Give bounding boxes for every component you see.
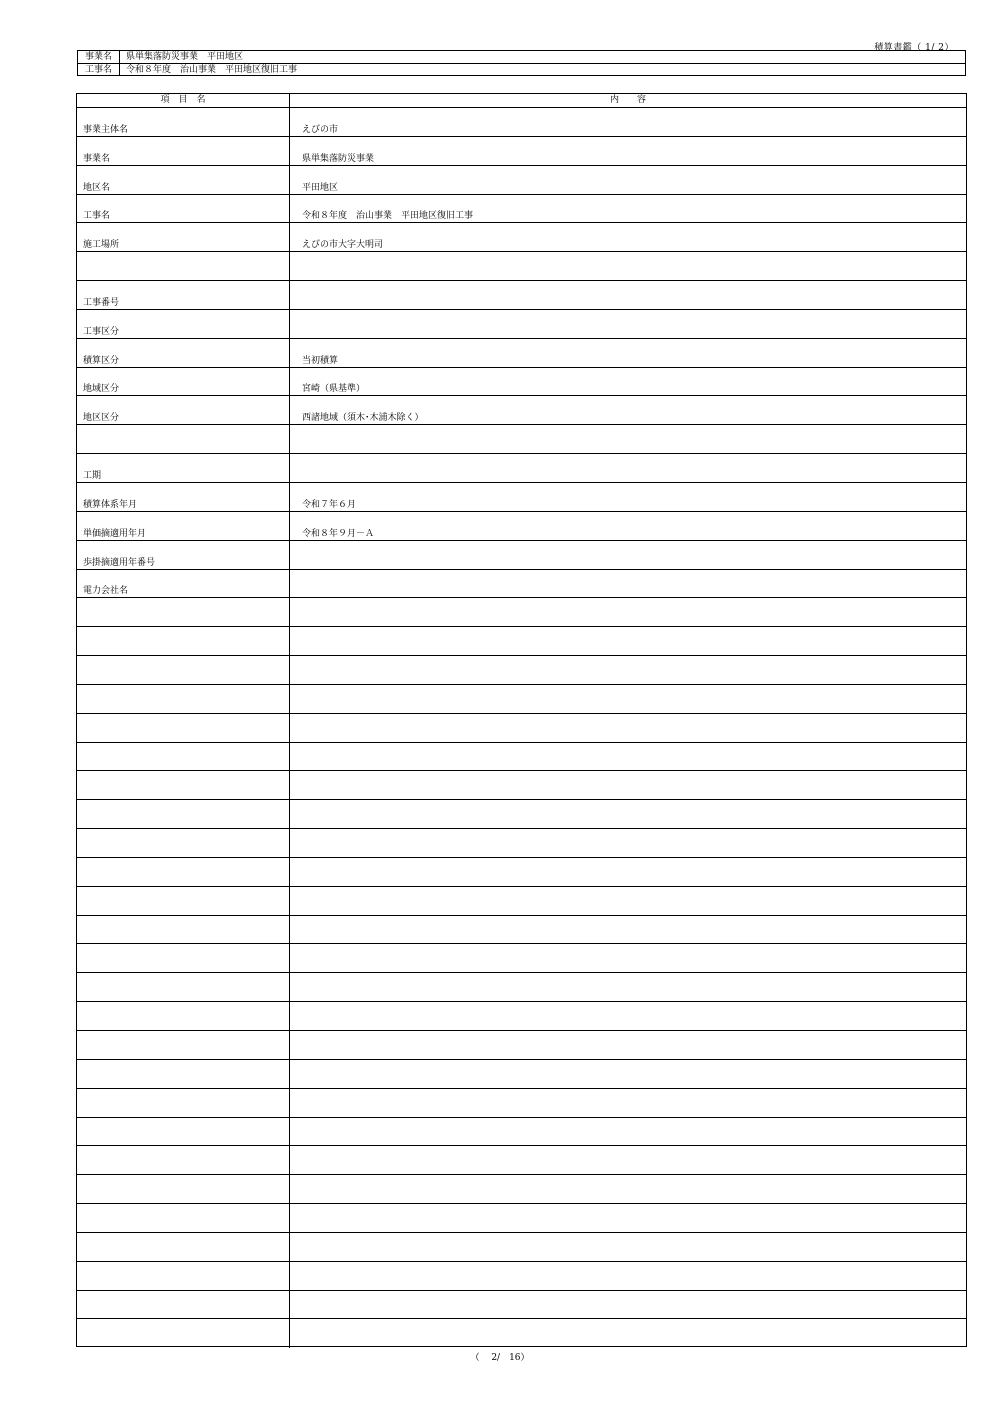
- table-row: [77, 829, 966, 858]
- row-label-cell: [77, 800, 290, 828]
- table-row: [77, 454, 966, 483]
- row-label-cell: [77, 743, 290, 771]
- row-label-cell: [77, 656, 290, 684]
- row-value-cell: [290, 454, 966, 482]
- page-marker-current: 1/: [925, 43, 935, 53]
- row-label: 施工場所: [83, 240, 120, 251]
- row-value-cell: [290, 223, 966, 251]
- table-row: [77, 310, 966, 339]
- row-value-cell: [290, 137, 966, 165]
- header-row-project: [78, 51, 965, 63]
- row-value-cell: [290, 281, 966, 309]
- row-label-cell: [77, 1060, 290, 1088]
- row-label-cell: [77, 108, 290, 136]
- table-row: [77, 1146, 966, 1175]
- table-body: [77, 108, 966, 1348]
- row-value: 令和８年９月－Ａ: [302, 528, 375, 539]
- table-row: [77, 1319, 966, 1348]
- table-row: [77, 1060, 966, 1089]
- row-label-cell: [77, 1262, 290, 1290]
- row-label-cell: [77, 252, 290, 280]
- table-row: [77, 1204, 966, 1233]
- row-value-cell: [290, 1233, 966, 1261]
- row-value-cell: [290, 195, 966, 223]
- row-label-cell: [77, 310, 290, 338]
- table-row: [77, 1233, 966, 1262]
- row-label-cell: [77, 1002, 290, 1030]
- row-value-cell: [290, 829, 966, 857]
- row-value-cell: [290, 858, 966, 886]
- row-label: 積算体系年月: [83, 499, 138, 510]
- row-label: 工事番号: [83, 297, 120, 308]
- row-value-cell: [290, 598, 966, 626]
- row-value-cell: [290, 1002, 966, 1030]
- row-label-cell: [77, 166, 290, 194]
- row-value-cell: [290, 800, 966, 828]
- row-label-cell: [77, 368, 290, 396]
- row-value-cell: [290, 541, 966, 569]
- row-value: 令和７年６月: [302, 499, 357, 510]
- row-label-cell: [77, 1146, 290, 1174]
- row-value-cell: [290, 627, 966, 655]
- table-row: [77, 714, 966, 743]
- row-value-cell: [290, 1118, 966, 1146]
- table-row: [77, 396, 966, 425]
- header-row-work: [78, 63, 965, 76]
- row-value: 西諸地域（須木･木浦木除く）: [302, 413, 424, 424]
- table-row: [77, 483, 966, 512]
- column-header-item: 項 目 名: [77, 94, 290, 107]
- row-label-cell: [77, 598, 290, 626]
- row-label-cell: [77, 1233, 290, 1261]
- row-value-cell: [290, 570, 966, 598]
- table-row: [77, 627, 966, 656]
- row-value-cell: [290, 656, 966, 684]
- table-row: [77, 800, 966, 829]
- row-label-cell: [77, 454, 290, 482]
- row-label-cell: [77, 1031, 290, 1059]
- row-label: 工事区分: [83, 326, 120, 337]
- table-row: [77, 1002, 966, 1031]
- page-marker-label: 積算書鑑（: [874, 43, 922, 53]
- row-label: 事業名: [83, 153, 111, 164]
- row-label-cell: [77, 570, 290, 598]
- row-label-cell: [77, 944, 290, 972]
- row-label-cell: [77, 483, 290, 511]
- row-label: 単価摘適用年月: [83, 528, 147, 539]
- row-label: 地区名: [83, 182, 111, 193]
- row-value-cell: [290, 1204, 966, 1232]
- page-footer: （ 2/ 16）: [470, 1353, 530, 1363]
- row-label-cell: [77, 973, 290, 1001]
- row-label-cell: [77, 1319, 290, 1348]
- row-label: 歩掛摘適用年番号: [83, 557, 156, 568]
- row-value: 平田地区: [302, 182, 339, 193]
- row-value-cell: [290, 1319, 966, 1348]
- row-value-cell: [290, 1089, 966, 1117]
- table-row: [77, 541, 966, 570]
- row-label-cell: [77, 1118, 290, 1146]
- table-row: [77, 973, 966, 1002]
- row-value-cell: [290, 944, 966, 972]
- estimate-table: [76, 93, 967, 1347]
- row-value-cell: [290, 108, 966, 136]
- table-row: [77, 512, 966, 541]
- header-value: 令和８年度 治山事業 平田地区復旧工事: [126, 65, 298, 75]
- table-row: [77, 944, 966, 973]
- row-label: 地区区分: [83, 413, 120, 424]
- row-value-cell: [290, 1146, 966, 1174]
- row-value-cell: [290, 771, 966, 799]
- table-row: [77, 743, 966, 772]
- table-row: [77, 252, 966, 281]
- row-label-cell: [77, 512, 290, 540]
- row-value-cell: [290, 973, 966, 1001]
- row-value-cell: [290, 887, 966, 915]
- table-row: [77, 195, 966, 224]
- row-value: 令和８年度 治山事業 平田地区復旧工事: [302, 211, 474, 222]
- row-label-cell: [77, 1291, 290, 1319]
- row-label-cell: [77, 339, 290, 367]
- table-row: [77, 339, 966, 368]
- row-label-cell: [77, 425, 290, 453]
- page-marker-total: 2）: [938, 43, 954, 53]
- row-value-cell: [290, 396, 966, 424]
- row-value: 県単集落防災事業: [302, 153, 375, 164]
- row-value-cell: [290, 310, 966, 338]
- row-value-cell: [290, 1175, 966, 1203]
- row-label: 工事名: [83, 211, 111, 222]
- row-label-cell: [77, 396, 290, 424]
- table-row: [77, 368, 966, 397]
- row-value-cell: [290, 339, 966, 367]
- table-row: [77, 598, 966, 627]
- row-value-cell: [290, 743, 966, 771]
- table-row: [77, 108, 966, 137]
- table-row: [77, 1031, 966, 1060]
- table-row: [77, 1089, 966, 1118]
- table-row: [77, 425, 966, 454]
- row-label-cell: [77, 281, 290, 309]
- table-row: [77, 137, 966, 166]
- table-row: [77, 916, 966, 945]
- header-key: 工事名: [78, 64, 120, 76]
- row-value-cell: [290, 166, 966, 194]
- row-label-cell: [77, 223, 290, 251]
- column-header-content: 内 容: [609, 95, 646, 105]
- header-key: 事業名: [78, 51, 120, 63]
- table-row: [77, 1175, 966, 1204]
- row-label-cell: [77, 137, 290, 165]
- row-value-cell: [290, 685, 966, 713]
- row-value-cell: [290, 714, 966, 742]
- table-row: [77, 1291, 966, 1320]
- row-label: 事業主体名: [83, 124, 129, 135]
- row-label: 工期: [83, 470, 102, 481]
- project-header: [77, 50, 966, 76]
- table-row: [77, 887, 966, 916]
- row-value-cell: [290, 1060, 966, 1088]
- row-value-cell: [290, 368, 966, 396]
- row-value-cell: [290, 1291, 966, 1319]
- row-value-cell: [290, 1031, 966, 1059]
- header-value: 県単集落防災事業 平田地区: [126, 52, 244, 62]
- row-label-cell: [77, 1175, 290, 1203]
- row-label-cell: [77, 829, 290, 857]
- row-value-cell: [290, 425, 966, 453]
- row-value: えびの市: [302, 124, 339, 135]
- table-row: [77, 1118, 966, 1147]
- table-row: [77, 223, 966, 252]
- table-header: [77, 94, 966, 108]
- row-label: 地域区分: [83, 384, 120, 395]
- row-value: えびの市大字大明司: [302, 240, 384, 251]
- row-label-cell: [77, 627, 290, 655]
- row-value: 当初積算: [302, 355, 339, 366]
- row-label-cell: [77, 685, 290, 713]
- row-value: 宮崎（県基準）: [302, 384, 366, 395]
- table-row: [77, 771, 966, 800]
- row-label-cell: [77, 195, 290, 223]
- table-row: [77, 281, 966, 310]
- table-row: [77, 685, 966, 714]
- table-row: [77, 858, 966, 887]
- row-label-cell: [77, 916, 290, 944]
- row-value-cell: [290, 916, 966, 944]
- row-value-cell: [290, 483, 966, 511]
- row-value-cell: [290, 252, 966, 280]
- row-value-cell: [290, 1262, 966, 1290]
- row-label: 積算区分: [83, 355, 120, 366]
- row-label-cell: [77, 771, 290, 799]
- row-label: 電力会社名: [83, 586, 129, 597]
- row-label-cell: [77, 1089, 290, 1117]
- table-row: [77, 1262, 966, 1291]
- row-label-cell: [77, 714, 290, 742]
- table-row: [77, 656, 966, 685]
- row-label-cell: [77, 858, 290, 886]
- table-row: [77, 570, 966, 599]
- row-value-cell: [290, 512, 966, 540]
- row-label-cell: [77, 887, 290, 915]
- table-row: [77, 166, 966, 195]
- row-label-cell: [77, 1204, 290, 1232]
- row-label-cell: [77, 541, 290, 569]
